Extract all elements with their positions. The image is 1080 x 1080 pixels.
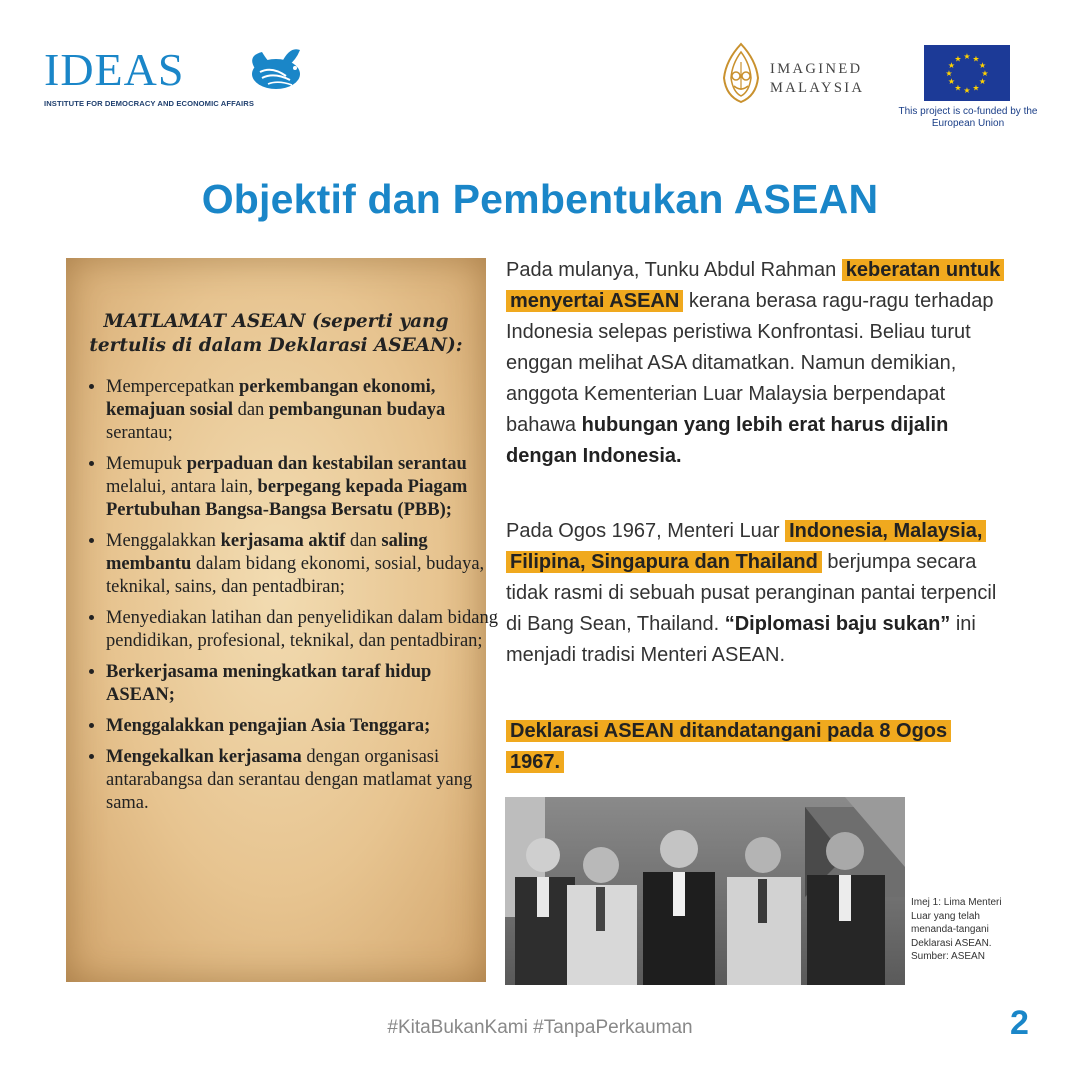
eu-funding-note: This project is co-funded by the European Union [898,106,1038,129]
aim-bold-text: Menggalakkan pengajian Asia Tenggara; [106,716,431,736]
svg-text:★: ★ [963,86,971,95]
svg-text:★: ★ [978,61,987,70]
imagined-line: IMAGINED [770,61,863,77]
aim-item [106,715,500,738]
wayang-emblem-icon [720,42,762,104]
aim-bold-text: saling membantu [106,531,428,574]
svg-text:★: ★ [947,61,956,70]
ministers-photo-illustration [505,797,905,985]
svg-text:★: ★ [978,77,987,86]
aim-text: dengan organisasi antarabangsa dan serantau dengan matlamat yang sama. [106,747,473,813]
aim-item [106,453,500,522]
imagined-malaysia-logo [720,42,900,106]
aim-text: dan [232,400,269,420]
p1-highlight: keberatan untuk menyertai ASEAN [506,259,1004,312]
aim-bold-text: pembangunan budaya [268,400,446,420]
paragraph-bang-saen [506,516,1006,671]
svg-text:★: ★ [963,52,971,61]
aim-text: melalui, antara lain, [106,477,258,497]
paragraph-declaration [506,716,1006,778]
aim-bold-text: perkembangan ekonomi, kemajuan sosial [106,377,436,420]
aim-bold-text: perpaduan dan kestabilan serantau [186,454,467,474]
p1-text-a: Pada mulanya, Tunku Abdul Rahman [506,259,842,281]
p1-bold: hubungan yang lebih erat harus dijalin dengan Indonesia. [506,414,949,467]
aim-bold-text: Berkerjasama meningkatkan taraf hidup ASEAN; [106,662,432,705]
ideas-logo-text: IDEAS [44,44,185,95]
malaysia-line: MALAYSIA [770,80,865,96]
paragraph-tunku [506,255,1006,472]
svg-text:★: ★ [981,69,989,78]
p2-text-c: ini menjadi tradisi Menteri ASEAN. [506,613,976,666]
page-number: 2 [1010,1004,1029,1042]
photo-caption: Imej 1: Lima Menteri Luar yang telah menanda-tangani Deklarasi ASEAN. Sumber: ASEAN [911,897,1002,962]
p2-highlight: Indonesia, Malaysia, Filipina, Singapura dan Thailand [506,520,986,573]
aim-text: Menggalakkan [106,531,221,551]
aim-text: Menyediakan latihan dan penyelidikan dalam bidang pendidikan, profesional, teknikal, dan pentadbiran; [106,608,498,651]
aim-text: dalam bidang ekonomi, sosial, budaya, teknikal, sains, dan pentadbiran; [106,554,485,597]
aim-item [106,746,500,815]
imagined-malaysia-text [770,60,864,98]
aim-text: Mempercepatkan [106,377,240,397]
aim-item [106,376,500,445]
p2-text-a: Pada Ogos 1967, Menteri Luar [506,520,786,542]
aim-bold-text: Mengekalkan kerjasama [106,747,302,767]
aim-item [106,607,500,653]
declaration-highlight: Deklarasi ASEAN ditandatangani pada 8 Ogos 1967. [506,720,951,773]
asean-aims-panel [66,258,498,982]
dove-icon [242,46,308,94]
eu-flag-icon [924,45,1010,101]
svg-text:★: ★ [954,83,962,93]
svg-text:★: ★ [954,54,962,64]
aim-text: serantau; [106,423,173,443]
p1-text-b: kerana berasa ragu-ragu terhadap Indonesia selepas peristiwa Konfrontasi. Beliau turut enggan melihat ASA ditamatkan. Namun demikian, anggota Kementerian Luar Malaysia berpendapat bahawa [506,290,994,436]
svg-text:★: ★ [972,54,980,64]
aim-text: dan [345,531,382,551]
ideas-subtitle: INSTITUTE FOR DEMOCRACY AND ECONOMIC AFFAIRS [44,99,254,108]
page-title: Objektif dan Pembentukan ASEAN [201,176,879,222]
foreign-ministers-photo [505,797,905,985]
p2-bold: “Diplomasi baju sukan” [724,613,951,635]
svg-text:★: ★ [972,83,980,93]
aim-item [106,661,500,707]
aims-list [84,376,500,823]
aims-heading: MATLAMAT ASEAN (seperti yang tertulis di dalam Deklarasi ASEAN): [89,311,463,356]
ideas-logo [44,44,284,114]
p2-text-b: berjumpa secara tidak rasmi di sebuah pusat peranginan pantai terpencil di Bang Sean, Thailand. [506,551,997,635]
aim-bold-text: berpegang kepada Piagam Pertubuhan Bangsa-Bangsa Bersatu (PBB); [106,477,468,520]
aim-item [106,530,500,599]
svg-text:★: ★ [947,77,956,86]
aim-text: Memupuk [106,454,187,474]
svg-text:★: ★ [945,69,953,78]
aim-bold-text: kerjasama aktif [220,531,346,551]
hashtags: #KitaBukanKami #TanpaPerkauman [387,1017,693,1038]
